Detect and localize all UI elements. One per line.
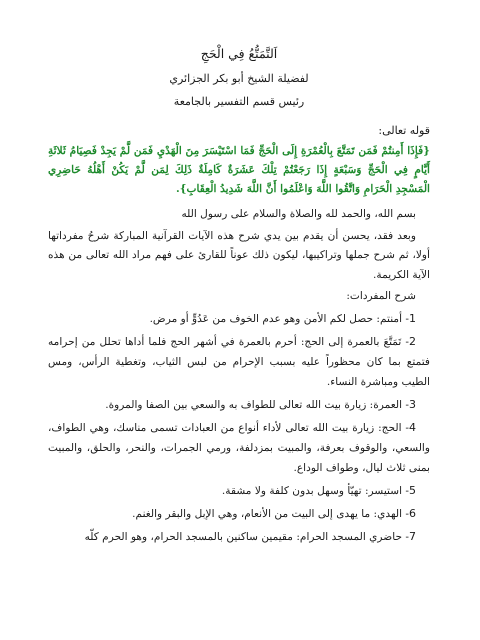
definition-text: - استيسر: تهيّأ وسهل بدون كلفة ولا مشقة. [221, 484, 409, 497]
intro-paragraph: وبعد فقد، يحسن أن يقدم بين يدي شرح هذه الآيات القرآنية المباركة شرحُ مفرداتها أولا، ثم شرح جملها وتراكيبها، ليكون ذلك عوناً للقارئ على فهم مراد الله تعالى من هذه الآية الكريمة. [48, 229, 430, 281]
definition-text: - الهدي: ما يهدى إلى البيت من الأنعام، وهي الإبل والبقر والغنم. [132, 507, 409, 520]
quran-verse: {فَإِذَا أَمِنتُمْ فَمَن تَمَتَّعَ بِالْعُمْرَةِ إِلَى الْحَجِّ فَمَا اسْتَيْسَرَ مِنَ الْهَدْيِ فَمَن لَّمْ يَجِدْ فَصِيَامُ ثَلاثَةِ أَيَّامٍ فِي الْحَجِّ وَسَبْعَةٍ إِذَا رَجَعْتُمْ تِلْكَ عَشَرَةٌ كَامِلَةٌ ذَلِكَ لِمَن لَّمْ يَكُنْ أَهْلُهُ حَاضِرِي الْمَسْجِدِ الْحَرَامِ وَاتَّقُوا اللَّهَ وَاعْلَمُوا أَنَّ اللَّهَ شَدِيدُ الْعِقَابِ}. [48, 145, 430, 195]
definition-text: - تَمَتَّعَ بالعمرة إلى الحج: أحرم بالعمرة في أشهر الحج فلما أداها تحلل من إحرامه فتمتع بما كان محظوراً عليه بسبب الإحرام من لبس الثياب، وتغطية الرأس، ومس الطيب ومباشرة النساء. [48, 335, 430, 388]
definition-item [48, 481, 430, 501]
intro-label: قوله تعالى: [378, 124, 430, 137]
definition-text: - العمرة: زيارة بيت الله تعالى للطواف به والسعي بين الصفا والمروة. [105, 398, 409, 411]
definition-item [48, 395, 430, 415]
definition-item [48, 418, 430, 478]
author-line: لفضيلة الشيخ أبو بكر الجزائري [169, 72, 309, 85]
definition-number: 4 [409, 420, 416, 434]
definition-number: 7 [409, 529, 416, 543]
definition-number: 1 [409, 311, 416, 325]
definition-text: - الحج: زيارة بيت الله تعالى لأداء أنواع من العبادات تسمى مناسك، وهي الطواف، والسعي، والوقوف بعرفة، والمبيت بمزدلفة، ورمي الجمرات، والنحر، والحلق، والمبيت بمنى ثلاث ليال، وطواف الوداع. [48, 421, 430, 474]
author-position: رئيس قسم التفسير بالجامعة [173, 95, 305, 108]
definition-number: 6 [409, 506, 416, 520]
vocab-heading: شرح المفردات: [346, 290, 416, 302]
definition-item [48, 504, 430, 524]
definition-item [48, 309, 430, 329]
definition-number: 2 [409, 334, 416, 348]
definition-number: 5 [409, 483, 416, 497]
definition-item [48, 332, 430, 392]
definition-item [48, 527, 430, 547]
definition-text: - حاضري المسجد الحرام: مقيمين ساكنين بالمسجد الحرام، وهو الحرم كلّه [84, 530, 409, 543]
basmala-line: بسم الله، والحمد لله والصلاة والسلام على رسول الله [181, 208, 416, 220]
document-header [48, 46, 430, 109]
document-title: اَلتَّمَتُّعُ فِي الْحَجِ [200, 46, 278, 61]
definition-number: 3 [409, 397, 416, 411]
definitions-list [48, 309, 430, 547]
definition-text: - أمنتم: حصل لكم الأمن وهو عدم الخوف من عَدُوٍّ أو مرض. [149, 312, 409, 325]
